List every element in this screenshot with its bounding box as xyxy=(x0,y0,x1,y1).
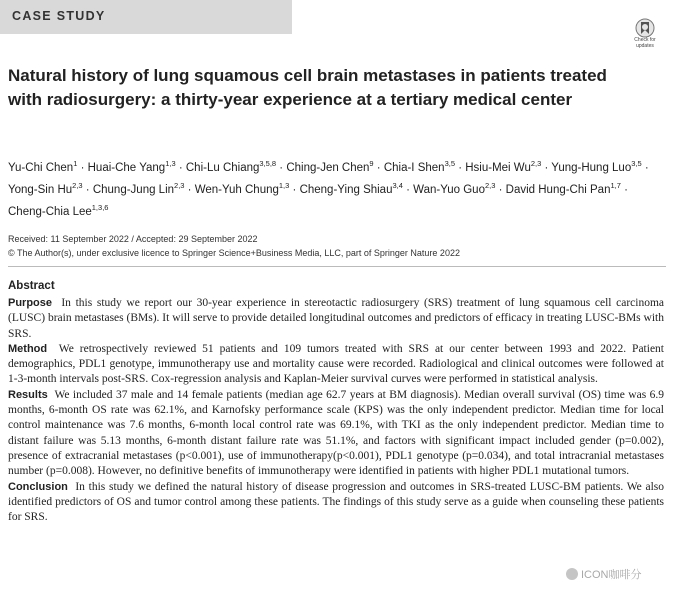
author-affiliation: 2,3 xyxy=(530,159,542,168)
author-affiliation: 1,3,6 xyxy=(91,202,109,212)
badge-line-1: Check for xyxy=(634,37,656,43)
author-name[interactable]: Chung-Jung Lin xyxy=(92,183,175,196)
section-label: Purpose xyxy=(8,297,53,309)
author-affiliation: 1,3 xyxy=(278,180,290,190)
article-title: Natural history of lung squamous cell brain metastases in patients treated with radiosurgery: a thirty-year experience at a tertiary medical center xyxy=(8,66,607,109)
author-affiliation: 2,3 xyxy=(484,180,496,190)
author-affiliation: 3,5 xyxy=(631,159,642,168)
author-name[interactable]: Ching-Jen Chen xyxy=(286,161,370,174)
section-text: We retrospectively reviewed 51 patients and 109 tumors treated with SRS at our center between 1993 and 2022. Patient demographics, PDL1 genotype, immunotherapy use and mortality cause were recorded. Radiological and clinical outcomes were followed at 1-3-month intervals post-SRS. Cox-regression analysis and Kaplan-Meier survival curves were performed in statistical analysis. xyxy=(8,342,665,386)
section-text: In this study we defined the natural history of disease progression and outcomes in SRS-treated LUSC-BM patients. We also identified predictors of OS and tumor control among these patients. The findings of this study serve as a guide when counseling these patients for SRS. xyxy=(8,480,665,524)
section-label: Results xyxy=(8,388,48,401)
author-affiliation: 1,7 xyxy=(610,180,621,190)
author-affiliation: 1 xyxy=(73,159,78,168)
abstract-body xyxy=(8,296,664,525)
author-name[interactable]: Yu-Chi Chen xyxy=(8,161,74,174)
article-type-banner xyxy=(0,0,292,34)
author-name[interactable]: Huai-Che Yang xyxy=(87,161,166,174)
author-name[interactable]: David Hung-Chi Pan xyxy=(505,183,611,196)
abstract-conclusion xyxy=(8,480,664,526)
abstract-results xyxy=(8,388,664,480)
author-name[interactable]: Wen-Yuh Chung xyxy=(194,183,279,196)
author-affiliation: 9 xyxy=(369,159,374,168)
check-for-updates-badge[interactable] xyxy=(626,18,664,60)
author-name[interactable]: Cheng-Ying Shiau xyxy=(299,183,393,196)
author-affiliation: 2,3 xyxy=(72,180,83,190)
watermark-logo-icon xyxy=(566,568,578,580)
author-list: Yu-Chi Chen$^1$ · Huai-Che Yang$^{1,3}$ · Chi-Lu Chiang$^{3,5,8}$ · Ching-Jen Chen$^9$ · Chia-I Shen$^{3,5}$ · Hsiu-Mei Wu$^{2,3}$ · Yung-Hung Luo$^{3,5}$ · Yong-Sin Hu$^{2,3}$ · Chung-Jung Lin$^{2,3}$ · Wen-Yuh Chung$^{1,3}$ · Cheng-Ying Shiau$^{3,4}$ · Wan-Yuo Guo$^{2,3}$ · David Hung-Chi Pan$^{1,7}$ · Cheng-Chia Lee$^{1,3,6}$ xyxy=(8,159,649,218)
section-label: Conclusion xyxy=(8,480,68,493)
author-name[interactable]: Chi-Lu Chiang xyxy=(185,161,260,174)
abstract-heading: Abstract xyxy=(8,280,55,292)
section-text: We included 37 male and 14 female patients (median age 62.7 years at BM diagnosis). Median overall survival (OS) time was 6.9 months, 6-month OS rate was 62.1%, and Karnofsky performance scale (KPS) was the only independent predictor. Median time for local control maintenance was 7.6 months, 6-month local control rate was 69.1%, with TKI as the only independent predictor. Median time to distant failure was 5.13 months, 6-month distant failure rate was 51.1%, and factors with significant impact included gender (p=0.002), presence of extracranial metastases (p<0.001), use of immunotherapy(p<0.001), PDL1 genotype (p=0.034), and total intracranial metastases number (p=0.008). However, no definitive benefits of immunotherapy were identified in patients with higher PDL1 mutational tumors. xyxy=(8,388,664,478)
publication-dates xyxy=(8,232,668,260)
author-name[interactable]: Cheng-Chia Lee xyxy=(8,205,92,218)
author-affiliation: 3,5 xyxy=(444,159,455,168)
author-affiliation: 3,5,8 xyxy=(259,159,277,168)
watermark-text: ICON咖啡分 xyxy=(581,569,642,581)
section-label: Method xyxy=(8,342,48,355)
author-name[interactable]: Yung-Hung Luo xyxy=(551,161,632,174)
author-name[interactable]: Hsiu-Mei Wu xyxy=(465,161,531,174)
abstract-method xyxy=(8,342,664,388)
author-name[interactable]: Yong-Sin Hu xyxy=(8,183,73,196)
copyright-line: © The Author(s), under exclusive licence to Springer Science+Business Media, LLC, part of Springer Nature 2022 xyxy=(8,248,460,258)
author-affiliation: 2,3 xyxy=(174,180,185,190)
article-type-label: CASE STUDY xyxy=(12,9,106,23)
badge-line-2: updates xyxy=(636,42,654,49)
received-accepted: Received: 11 September 2022 / Accepted: 29 September 2022 xyxy=(8,234,258,244)
divider xyxy=(8,266,666,267)
abstract-purpose xyxy=(8,296,664,342)
watermark xyxy=(566,566,642,582)
author-affiliation: 3,4 xyxy=(392,180,403,190)
check-updates-icon xyxy=(635,18,655,38)
author-affiliation: 1,3 xyxy=(165,159,176,168)
author-name[interactable]: Wan-Yuo Guo xyxy=(413,183,485,196)
author-name[interactable]: Chia-I Shen xyxy=(383,161,445,174)
section-text: In this study we report our 30-year experience in stereotactic radiosurgery (SRS) treatment of lung squamous cell carcinoma (LUSC) brain metastases (BMs). It will serve to provide detailed longitudinal outcomes and predictors of efficacy in treating LUSC-BMs with SRS. xyxy=(8,297,665,340)
